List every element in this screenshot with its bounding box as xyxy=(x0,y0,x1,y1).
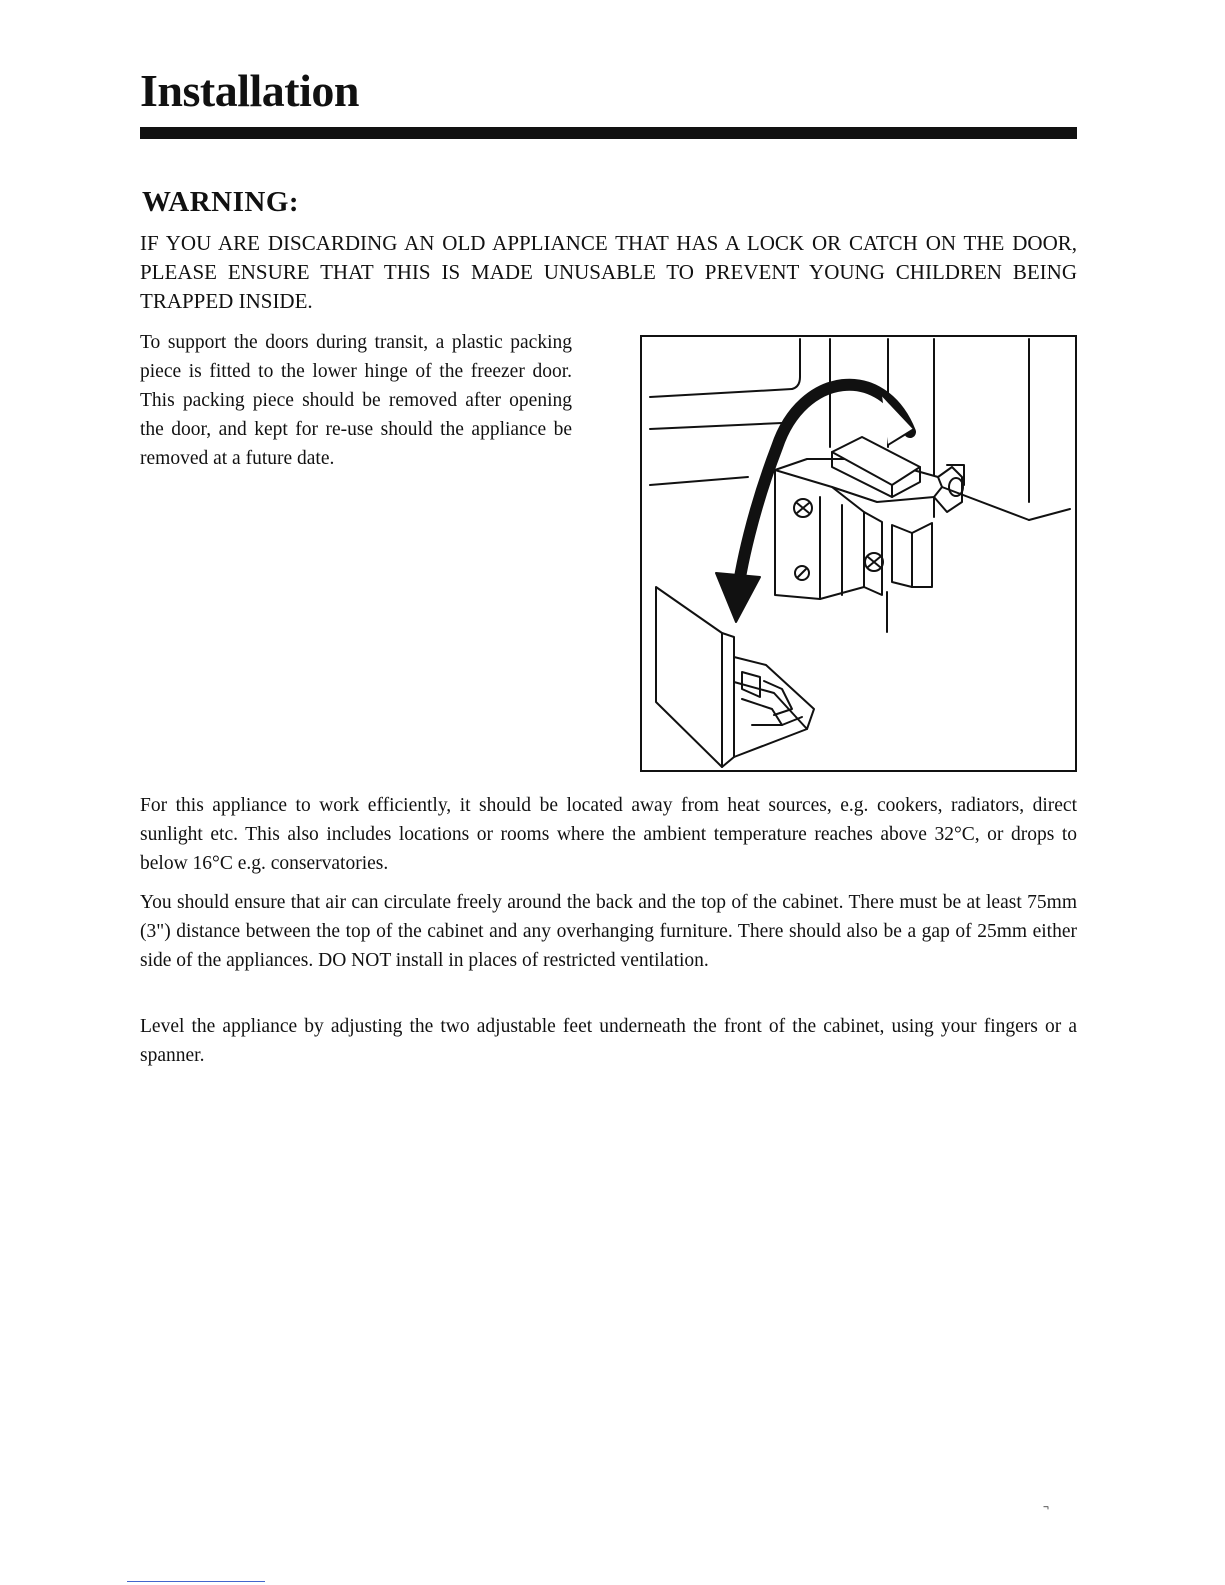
page-title: Installation xyxy=(140,65,359,116)
corner-mark: ¬ xyxy=(1043,1502,1049,1513)
hinge-packing-figure xyxy=(640,335,1077,772)
location-paragraph: For this appliance to work efficiently, it should be located away from heat sources, e.g. cookers, radiators, direct sunlight etc. This also includes locations or rooms where the ambient temperature reaches above 32°C, or drops to below 16°C e.g. conservatories. xyxy=(140,795,1077,874)
levelling-paragraph: Level the appliance by adjusting the two adjustable feet underneath the front of the cabinet, using your fingers or a spanner. xyxy=(140,1016,1077,1066)
hinge-bracket xyxy=(775,437,964,632)
warning-text: IF YOU ARE DISCARDING AN OLD APPLIANCE THAT HAS A LOCK OR CATCH ON THE DOOR, PLEASE ENSURE THAT THIS IS MADE UNUSABLE TO PREVENT YOUNG CHILDREN BEING TRAPPED INSIDE. xyxy=(140,231,1077,313)
footer-rule xyxy=(127,1581,265,1582)
removal-arrow xyxy=(716,385,914,622)
warning-heading: WARNING: xyxy=(142,186,300,218)
packing-piece-paragraph: To support the doors during transit, a plastic packing piece is fitted to the lower hinge of the freezer door. This packing piece should be removed after opening the door, and kept for re-use should the appliance be removed at a future date. xyxy=(140,332,572,469)
title-rule xyxy=(140,127,1077,139)
air-circulation-paragraph: You should ensure that air can circulate freely around the back and the top of the cabinet. There must be at least 75mm (3") distance between the top of the cabinet and any overhanging furniture. There should also be a gap of 25mm either side of the appliances. DO NOT install in places of restricted ventilation. xyxy=(140,892,1077,971)
